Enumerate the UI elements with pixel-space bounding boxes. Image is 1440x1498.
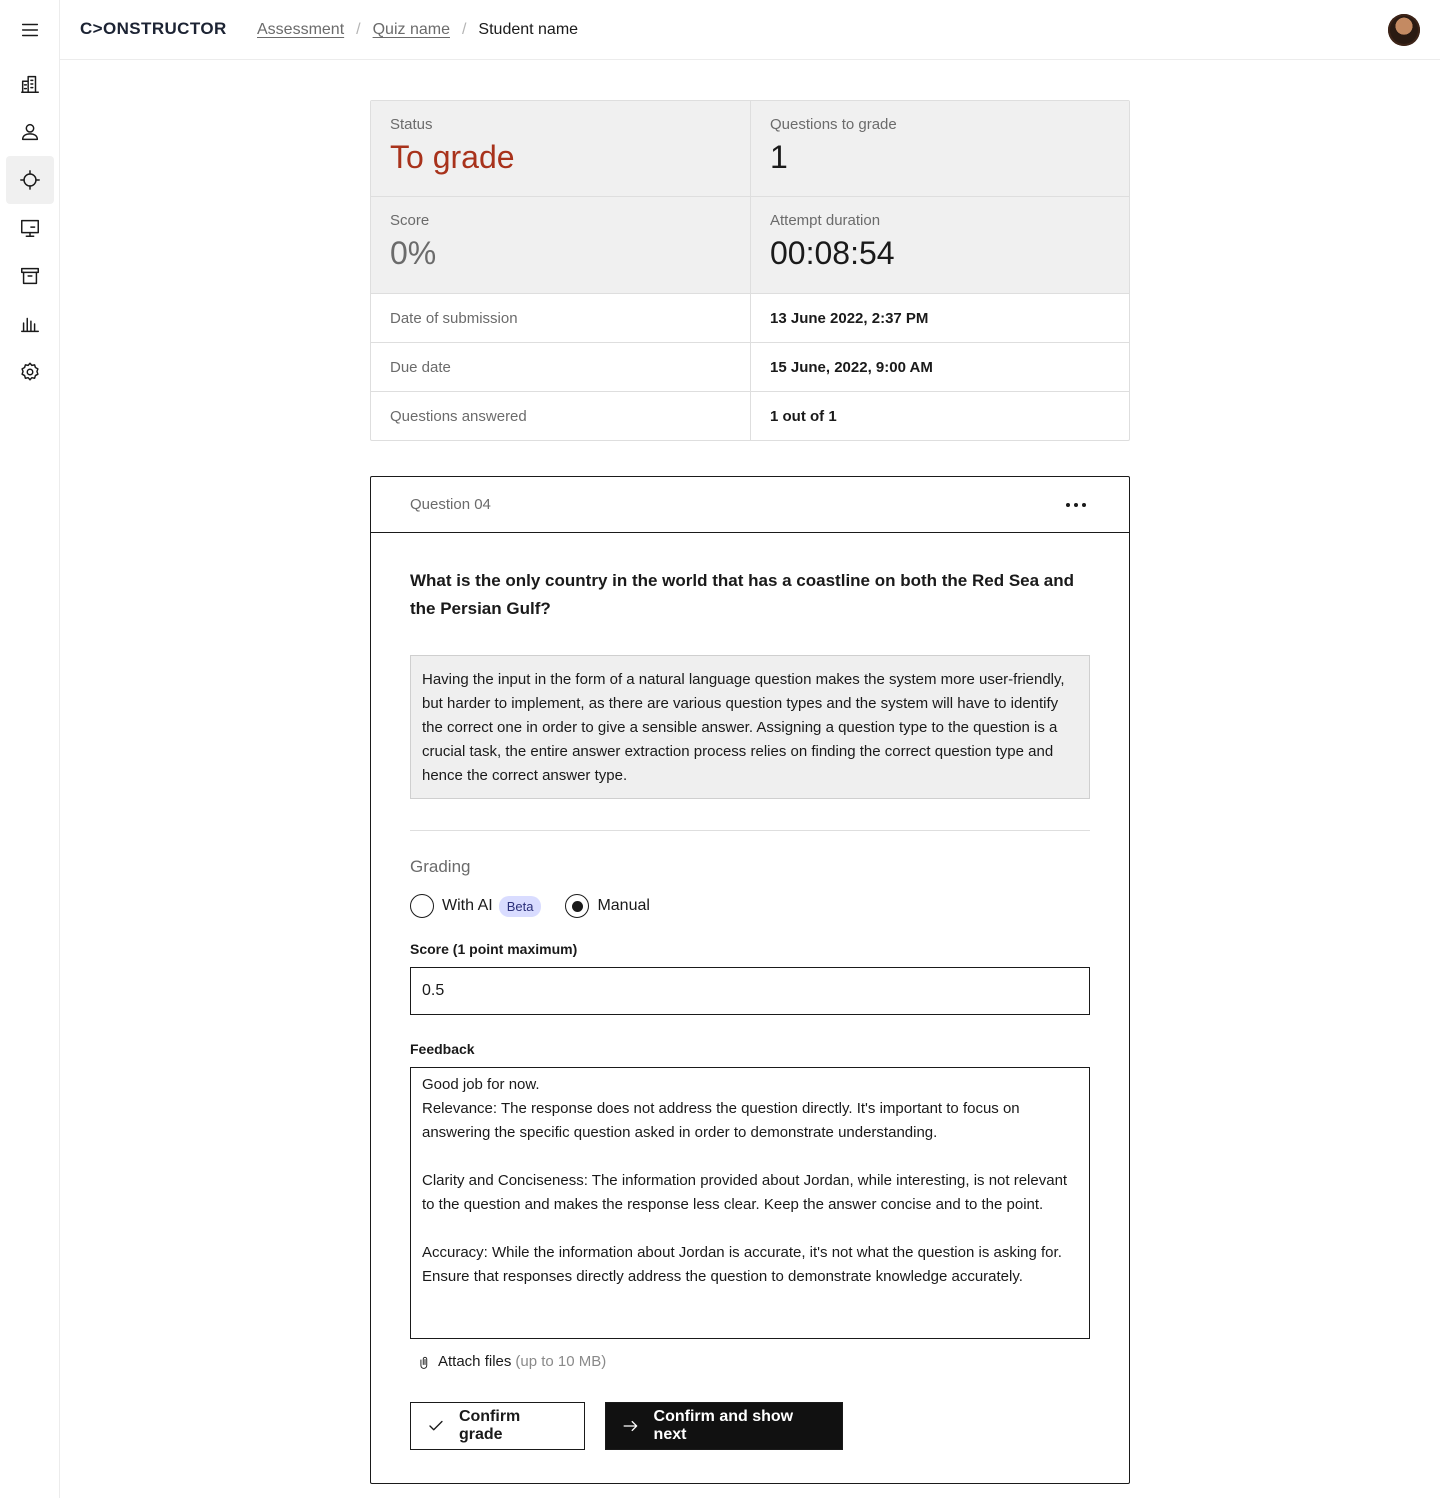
questions-to-grade-cell — [750, 101, 1129, 196]
radio-circle[interactable] — [410, 894, 434, 918]
row-value: 1 out of 1 — [750, 392, 1129, 440]
question-header — [371, 477, 1129, 533]
presentation-icon[interactable] — [6, 204, 54, 252]
confirm-and-next-button[interactable] — [605, 1402, 843, 1450]
student-answer: Having the input in the form of a natural language question makes the system more user-friendly, but harder to implement, as there are various question types and the system will have to identify the correct one in order to give a sensible answer. Assigning a question type to the question is a crucial task, the entire answer extraction process relies on finding the correct question type and hence the correct answer type. — [410, 655, 1090, 799]
row-label: Date of submission — [390, 309, 518, 327]
bar-chart-icon[interactable] — [6, 300, 54, 348]
grading-title: Grading — [410, 857, 471, 876]
row-value: 15 June, 2022, 9:00 AM — [750, 343, 1129, 391]
duration-cell — [750, 197, 1129, 293]
question-number: Question 04 — [410, 496, 491, 513]
constructor-logo[interactable]: C>ONSTRUCTOR — [80, 19, 227, 38]
feedback-field[interactable] — [410, 1067, 1090, 1339]
attempt-summary — [370, 100, 1130, 441]
table-row — [371, 294, 1129, 343]
attach-hint: (up to 10 MB) — [515, 1353, 607, 1370]
crosshair-icon[interactable] — [6, 156, 54, 204]
breadcrumb-assessment[interactable]: Assessment — [257, 21, 345, 38]
score-label: Score — [390, 212, 430, 229]
breadcrumb-separator: / — [461, 21, 467, 38]
grading-mode — [410, 893, 1090, 919]
top-header — [60, 0, 1440, 60]
feedback-label: Feedback — [410, 1041, 475, 1057]
questions-to-grade-value: 1 — [770, 139, 788, 175]
score-field-label: Score (1 point maximum) — [410, 941, 578, 957]
attach-files-link[interactable] — [418, 1353, 1090, 1370]
confirm-grade-label: Confirm grade — [458, 1408, 521, 1443]
question-text: What is the only country in the world that has a coastline on both the Red Sea and the Persian Gulf? — [410, 571, 1075, 618]
breadcrumb-quiz-name[interactable]: Quiz name — [372, 21, 450, 38]
status-label: Status — [390, 116, 433, 133]
breadcrumb-current: Student name — [478, 21, 579, 38]
duration-label: Attempt duration — [770, 212, 881, 229]
score-value: 0% — [390, 235, 437, 271]
radio-label: With AI — [442, 897, 493, 914]
status-cell — [371, 101, 750, 196]
gear-icon[interactable] — [6, 348, 54, 396]
more-options-icon[interactable] — [1062, 495, 1090, 515]
question-card — [370, 476, 1130, 1484]
table-row — [371, 343, 1129, 392]
radio-manual[interactable] — [565, 894, 649, 918]
building-icon[interactable] — [6, 60, 54, 108]
check-icon — [427, 1417, 445, 1435]
row-label: Questions answered — [390, 407, 527, 425]
radio-with-ai[interactable] — [410, 894, 541, 918]
radio-circle[interactable] — [565, 894, 589, 918]
divider — [410, 830, 1090, 831]
row-label: Due date — [390, 358, 451, 376]
status-value: To grade — [390, 139, 515, 175]
beta-badge: Beta — [499, 896, 542, 917]
confirm-next-label: Confirm and show next — [653, 1408, 794, 1443]
paperclip-icon — [418, 1355, 432, 1369]
breadcrumb — [257, 21, 578, 39]
archive-icon[interactable] — [6, 252, 54, 300]
confirm-grade-button[interactable] — [410, 1402, 585, 1450]
radio-label: Manual — [597, 897, 650, 914]
score-cell — [371, 197, 750, 293]
duration-value: 00:08:54 — [770, 235, 895, 271]
breadcrumb-separator: / — [356, 21, 361, 38]
score-input[interactable] — [410, 967, 1090, 1015]
sidebar — [0, 0, 60, 1498]
arrow-right-icon — [622, 1417, 640, 1435]
row-value: 13 June 2022, 2:37 PM — [750, 294, 1129, 342]
grading-actions — [410, 1402, 1090, 1450]
attach-label: Attach files — [438, 1353, 512, 1370]
questions-to-grade-label: Questions to grade — [770, 116, 897, 133]
table-row — [371, 392, 1129, 440]
user-icon[interactable] — [6, 108, 54, 156]
menu-icon[interactable] — [6, 6, 54, 54]
avatar[interactable] — [1388, 14, 1420, 46]
